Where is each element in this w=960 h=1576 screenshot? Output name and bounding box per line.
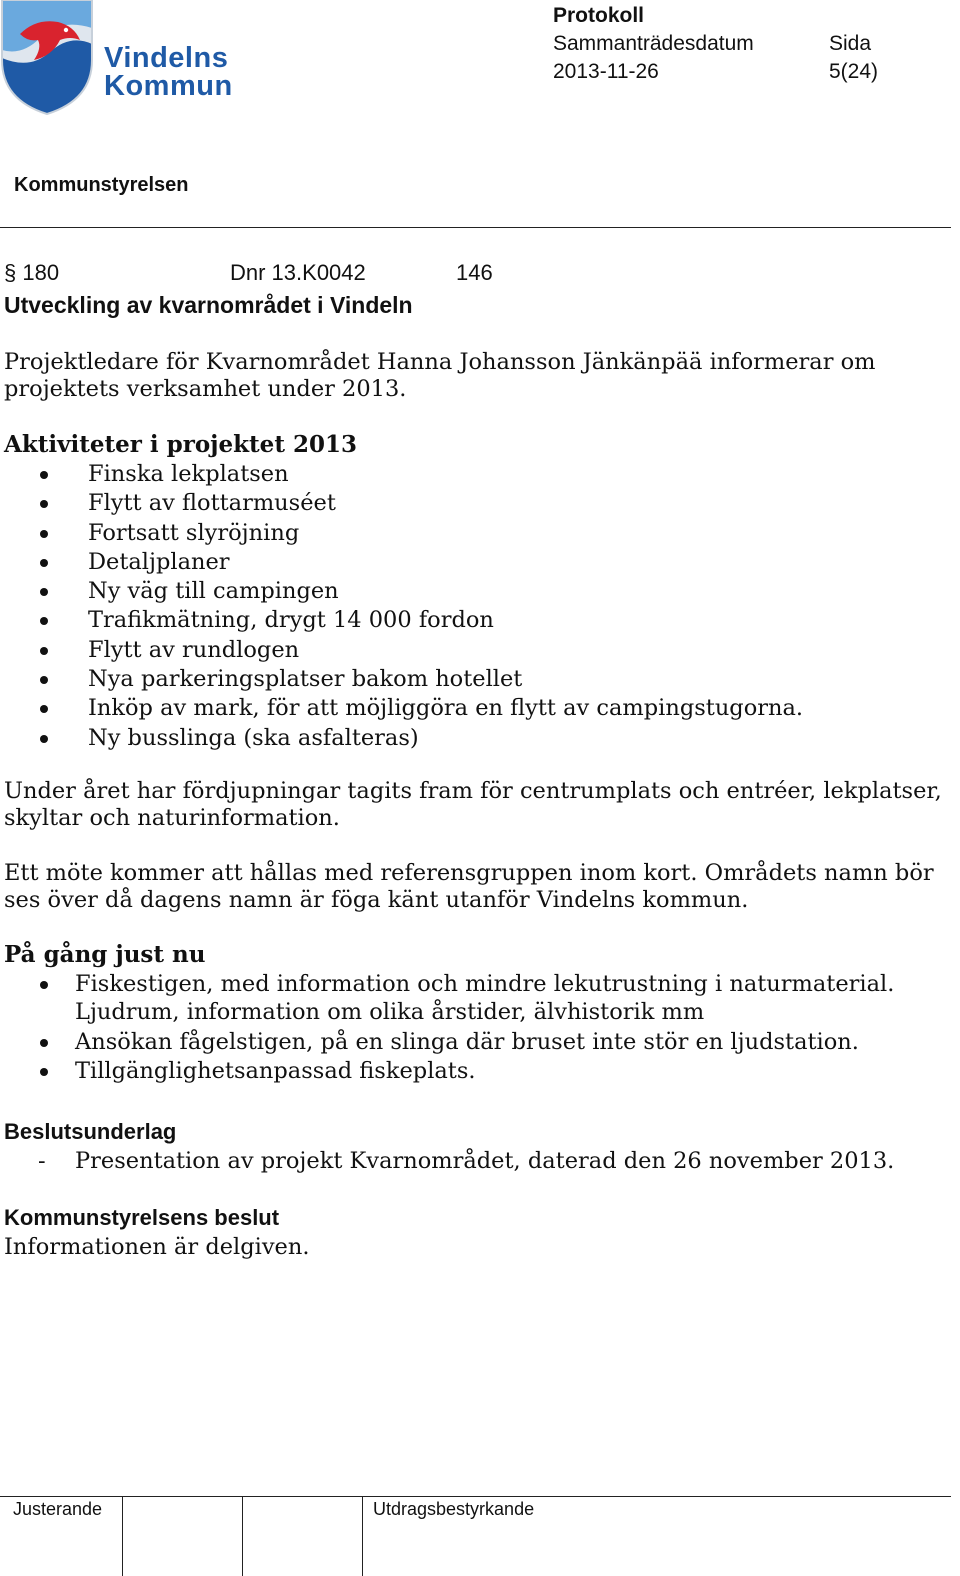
- activities-heading: Aktiviteter i projektet 2013: [4, 431, 357, 458]
- document-type: Protokoll: [553, 4, 645, 27]
- ongoing-list: [75, 970, 935, 1087]
- list-item: Ansökan fågelstigen, på en slinga där bruset inte stör en ljudstation.: [75, 1028, 935, 1056]
- list-item: Fortsatt slyröjning: [88, 519, 803, 548]
- meeting-date-label: Sammanträdesdatum: [553, 32, 754, 55]
- list-item: Nya parkeringsplatser bakom hotellet: [88, 665, 803, 694]
- bullet-icon: [40, 1039, 48, 1047]
- footer-cell-divider: [362, 1496, 363, 1576]
- bullet-icon: [40, 530, 48, 538]
- list-item: Flytt av rundlogen: [88, 636, 803, 665]
- bullet-icon: [40, 735, 48, 743]
- section-title: Utveckling av kvarnområdet i Vindeln: [4, 292, 413, 318]
- list-item: Tillgänglighetsanpassad fiskeplats.: [75, 1057, 935, 1085]
- bullet-icon: [40, 705, 48, 713]
- meeting-paragraph: Ett möte kommer att hållas med referensgruppen inom kort. Områdets namn bör ses över då dagens namn är föga känt utanför Vindelns kommun.: [4, 860, 934, 913]
- list-item: Flytt av flottarmuséet: [88, 489, 803, 518]
- footer-cell-divider: [122, 1496, 123, 1576]
- bullet-icon: [40, 500, 48, 508]
- footer-justerande-label: Justerande: [13, 1499, 103, 1519]
- bullet-icon: [40, 588, 48, 596]
- list-item: Ny väg till campingen: [88, 577, 803, 606]
- list-item: Fiskestigen, med information och mindre lekutrustning i naturmaterial. Ljudrum, information om olika årstider, älvhistorik mm: [75, 970, 935, 1026]
- logo-text-line1: Vindelns: [104, 42, 229, 74]
- bullet-icon: [40, 617, 48, 625]
- meeting-date-value: 2013-11-26: [553, 60, 659, 83]
- logo-text-line2: Kommun: [104, 70, 233, 102]
- basis-dash: -: [38, 1148, 46, 1174]
- list-item: Detaljplaner: [88, 548, 803, 577]
- municipality-logo: [0, 0, 250, 118]
- list-item: Inköp av mark, för att möjliggöra en flytt av campingstugorna.: [88, 694, 803, 723]
- footer-divider: [0, 1496, 951, 1497]
- bullet-icon: [40, 559, 48, 567]
- decision-text: Informationen är delgiven.: [4, 1234, 310, 1260]
- deepening-paragraph: Under året har fördjupningar tagits fram för centrumplats och entréer, lekplatser, skyltar och naturinformation.: [4, 778, 942, 831]
- header-divider: [0, 227, 951, 228]
- paragraph-number: § 180: [4, 260, 60, 285]
- bullet-icon: [40, 647, 48, 655]
- page-number: 5(24): [829, 60, 879, 83]
- committee-name: Kommunstyrelsen: [14, 174, 189, 196]
- list-item: Finska lekplatsen: [88, 460, 803, 489]
- diary-number: Dnr 13.K0042: [230, 260, 366, 285]
- footer-cell-divider: [242, 1496, 243, 1576]
- list-item: Trafikmätning, drygt 14 000 fordon: [88, 606, 803, 635]
- logo-wordmark: [104, 44, 233, 100]
- footer-utdragsbestyrkande-label: Utdragsbestyrkande: [373, 1499, 535, 1519]
- bullet-icon: [40, 471, 48, 479]
- intro-paragraph: Projektledare för Kvarnområdet Hanna Johansson Jänkänpää informerar om projektets verksamhet under 2013.: [4, 349, 876, 402]
- bullet-icon: [40, 1068, 48, 1076]
- list-item: Ny busslinga (ska asfalteras): [88, 724, 803, 753]
- bullet-icon: [40, 981, 48, 989]
- diary-number-suffix: 146: [456, 260, 493, 285]
- basis-heading: Beslutsunderlag: [4, 1119, 177, 1144]
- decision-heading: Kommunstyrelsens beslut: [4, 1205, 280, 1230]
- coat-of-arms-icon: [0, 0, 100, 118]
- ongoing-heading: På gång just nu: [4, 941, 206, 968]
- activities-list: [88, 460, 803, 753]
- bullet-icon: [40, 676, 48, 684]
- page-label: Sida: [829, 32, 872, 55]
- basis-item: Presentation av projekt Kvarnområdet, daterad den 26 november 2013.: [75, 1148, 895, 1174]
